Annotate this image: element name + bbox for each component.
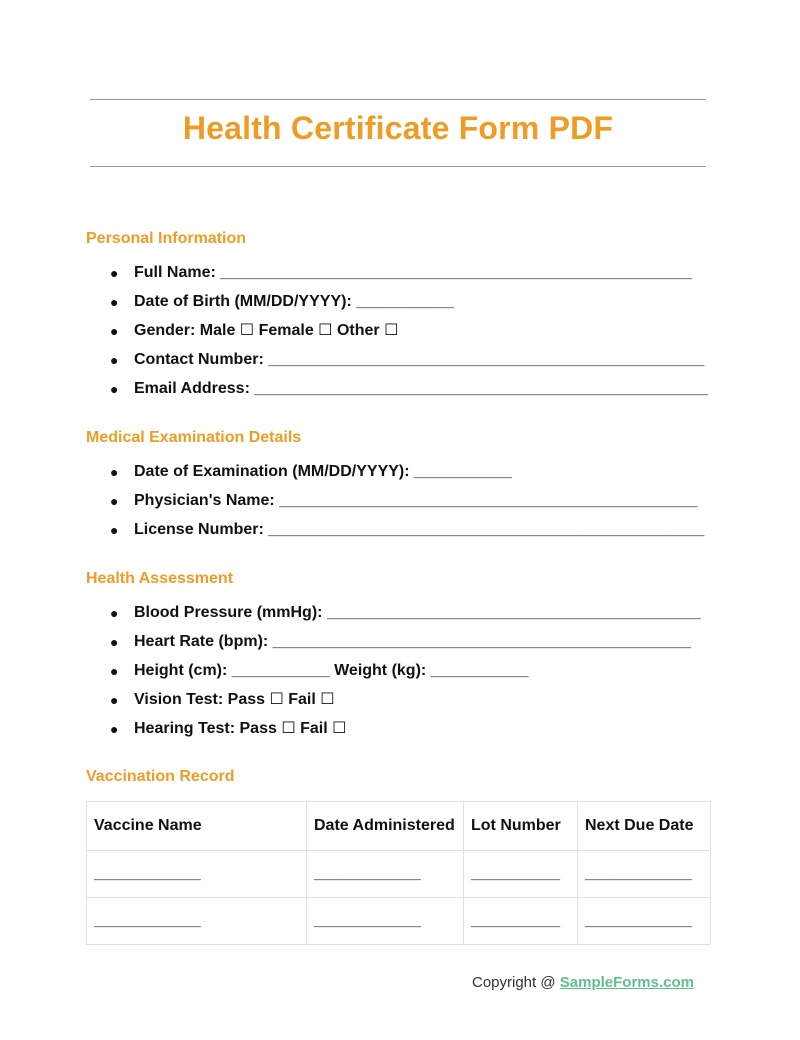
- bullet-icon: ●: [110, 634, 119, 650]
- title-top-rule: [90, 99, 706, 100]
- vaccination-table: [86, 801, 711, 945]
- field-label: Gender: Male ☐ Female ☐ Other ☐: [134, 322, 399, 339]
- bullet-icon: ●: [110, 721, 119, 737]
- field-label: Blood Pressure (mmHg): __________________________________________: [134, 604, 701, 621]
- table-cell: __________: [464, 898, 578, 945]
- field-label: Vision Test: Pass ☐ Fail ☐: [134, 691, 335, 708]
- section-title-personal-information: Personal Information: [86, 230, 247, 247]
- bullet-icon: ●: [110, 522, 119, 538]
- field-label: Contact Number: _________________________________________________: [134, 351, 705, 368]
- title-bottom-rule: [90, 166, 706, 167]
- table-row: [87, 851, 711, 898]
- field-height-weight: [86, 662, 726, 691]
- section-title-vaccination-record: Vaccination Record: [86, 768, 235, 785]
- field-label: Hearing Test: Pass ☐ Fail ☐: [134, 720, 347, 737]
- field-label: Date of Examination (MM/DD/YYYY): ___________: [134, 463, 512, 480]
- field-contact-number: [86, 351, 726, 380]
- field-label: Full Name: _____________________________________________________: [134, 264, 692, 281]
- bullet-icon: ●: [110, 323, 119, 339]
- table-header-row: [87, 802, 711, 851]
- field-label: Physician's Name: _______________________________________________: [134, 492, 698, 509]
- field-date-of-birth: [86, 293, 726, 322]
- medical-examination-list: [86, 463, 726, 550]
- bullet-icon: ●: [110, 265, 119, 281]
- field-full-name: [86, 264, 726, 293]
- field-email-address: [86, 380, 726, 409]
- column-header-next-due-date: Next Due Date: [578, 802, 711, 851]
- field-label: Heart Rate (bpm): _______________________________________________: [134, 633, 691, 650]
- table-cell: ____________: [307, 898, 464, 945]
- field-blood-pressure: [86, 604, 726, 633]
- field-label: Height (cm): ___________ Weight (kg): ___________: [134, 662, 529, 679]
- copyright-prefix: Copyright @: [472, 974, 560, 991]
- field-license-number: [86, 521, 726, 550]
- field-label: Date of Birth (MM/DD/YYYY): ___________: [134, 293, 455, 310]
- table-cell: ____________: [578, 851, 711, 898]
- column-header-date-administered: Date Administered: [307, 802, 464, 851]
- bullet-icon: ●: [110, 663, 119, 679]
- bullet-icon: ●: [110, 381, 119, 397]
- page-title: Health Certificate Form PDF: [182, 110, 614, 146]
- health-assessment-list: [86, 604, 726, 749]
- table-cell: ____________: [307, 851, 464, 898]
- field-vision-test: [86, 691, 726, 720]
- field-hearing-test: [86, 720, 726, 749]
- column-header-lot-number: Lot Number: [464, 802, 578, 851]
- section-title-medical-examination: Medical Examination Details: [86, 429, 302, 446]
- bullet-icon: ●: [110, 605, 119, 621]
- table-cell: ____________: [87, 898, 307, 945]
- field-label: License Number: _________________________________________________: [134, 521, 705, 538]
- section-title-health-assessment: Health Assessment: [86, 570, 234, 587]
- bullet-icon: ●: [110, 692, 119, 708]
- bullet-icon: ●: [110, 464, 119, 480]
- copyright-footer: [472, 974, 694, 991]
- field-physician-name: [86, 492, 726, 521]
- table-cell: ____________: [578, 898, 711, 945]
- bullet-icon: ●: [110, 493, 119, 509]
- column-header-vaccine-name: Vaccine Name: [87, 802, 307, 851]
- table-cell: __________: [464, 851, 578, 898]
- bullet-icon: ●: [110, 294, 119, 310]
- personal-information-list: [86, 264, 726, 409]
- brand-link[interactable]: SampleForms.com: [559, 974, 694, 991]
- field-gender: [86, 322, 726, 351]
- field-date-of-examination: [86, 463, 726, 492]
- table-cell: ____________: [87, 851, 307, 898]
- field-heart-rate: [86, 633, 726, 662]
- bullet-icon: ●: [110, 352, 119, 368]
- table-row: [87, 898, 711, 945]
- field-label: Email Address: ___________________________________________________: [134, 380, 709, 397]
